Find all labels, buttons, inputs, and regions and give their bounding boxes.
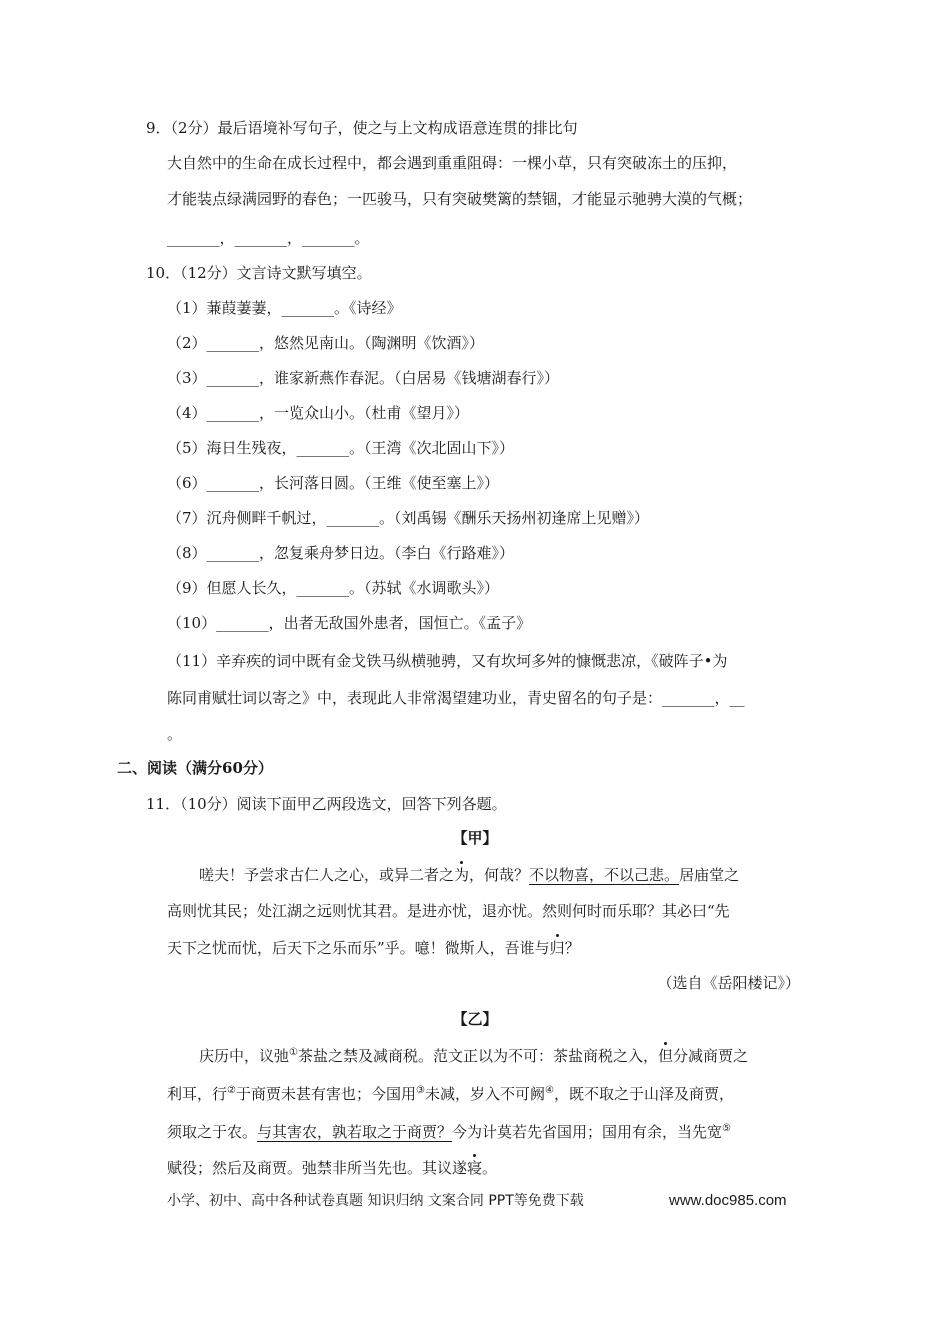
passage-yi-line-3: 须取之于农。与其害农，孰若取之于商贾？今为计莫若先省国用；国用有余，当先宽⑤ bbox=[167, 1123, 732, 1141]
q10-item-11-line-2: 陈同甫赋壮词以寄之》中，表现此人非常渴望建功业，青史留名的句子是：_______，__ bbox=[167, 689, 745, 707]
emphasis-dot-char: 为 bbox=[454, 866, 470, 884]
passage-jia-line-1: 嗟夫！予尝求古仁人之心，或异二者之为，何哉？不以物喜，不以己悲。居庙堂之 bbox=[199, 866, 740, 884]
q10-header: 10．（12分）文言诗文默写填空。 bbox=[146, 264, 372, 282]
q9-line-3: _______，_______，_______。 bbox=[167, 229, 370, 247]
q10-item-9: （9）但愿人长久，_______。（苏轼《水调歌头》） bbox=[167, 579, 500, 597]
q10-item-1: （1）蒹葭萋萋，_______。《诗经》 bbox=[167, 299, 402, 317]
footnote-mark: ④ bbox=[544, 1085, 554, 1096]
passage-yi-title: 【乙】 bbox=[452, 1010, 498, 1028]
footnote-mark: ② bbox=[227, 1085, 236, 1096]
section-title: 二、阅读（满分60分） bbox=[117, 759, 273, 777]
q10-item-2: （2）_______，悠然见南山。（陶渊明《饮酒》） bbox=[167, 334, 485, 352]
q9-line-2: 才能装点绿满园野的春色；一匹骏马，只有突破樊篱的禁锢，才能显示驰骋大漠的气概； bbox=[167, 190, 753, 208]
passage-yi-line-2: 利耳，行②于商贾未甚有害也；今国用③未减，岁入不可阙④，既不取之于山泽及商贾， bbox=[167, 1085, 734, 1103]
q10-item-3: （3）_______，谁家新燕作春泥。（白居易《钱塘湖春行》） bbox=[167, 369, 560, 387]
q10-item-4: （4）_______，一览众山小。（杜甫《望月》） bbox=[167, 404, 470, 422]
passage-jia-line-3: 天下之忧而忧，后天下之乐而乐”乎。噫！微斯人，吾谁与归？ bbox=[167, 939, 580, 957]
q9-header: 9．（2分）最后语境补写句子，使之与上文构成语意连贯的排比句 bbox=[146, 119, 578, 137]
footer-text: 小学、初中、高中各种试卷真题 知识归纳 文案合同 PPT等免费下载 bbox=[167, 1193, 584, 1209]
q10-item-11: （11）辛弃疾的词中既有金戈铁马纵横驰骋，又有坎坷多舛的慷慨悲凉，《破阵子•为 bbox=[167, 652, 728, 670]
q10-item-10: （10）_______，出者无敌国外患者，国恒亡。《孟子》 bbox=[167, 614, 532, 632]
q10-item-5: （5）海日生残夜，_______。（王湾《次北固山下》） bbox=[167, 439, 515, 457]
emphasis-dot-char: 但 bbox=[658, 1047, 674, 1065]
passage-jia-line-2: 高则忧其民；处江湖之远则忧其君。是进亦忧，退亦忧。然则何时而乐耶？其必曰“先 bbox=[167, 902, 730, 920]
q10-item-11-line-3: 。 bbox=[167, 725, 183, 743]
emphasis-dot-char: 归 bbox=[549, 939, 565, 957]
passage-yi-line-4: 赋役；然后及商贾。弛禁非所当先也。其议遂寝。 bbox=[167, 1159, 498, 1177]
footnote-mark: ① bbox=[289, 1047, 298, 1058]
passage-jia-title: 【甲】 bbox=[452, 829, 498, 847]
footnote-mark: ⑤ bbox=[722, 1123, 732, 1134]
q9-line-1: 大自然中的生命在成长过程中，都会遇到重重阻碍：一棵小草，只有突破冻土的压抑， bbox=[167, 154, 738, 172]
underlined-sentence: 与其害农，孰若取之于商贾？ bbox=[257, 1123, 453, 1141]
underlined-sentence: 不以物喜，不以己悲。 bbox=[529, 866, 680, 884]
passage-yi-line-1: 庆历中，议弛①茶盐之禁及减商税。范文正以为不可：茶盐商税之入，但分减商贾之 bbox=[199, 1047, 749, 1065]
q10-item-8: （8）_______，忽复乘舟梦日边。（李白《行路难》） bbox=[167, 544, 515, 562]
q10-item-6: （6）_______，长河落日圆。（王维《使至塞上》） bbox=[167, 474, 500, 492]
q11-header: 11．（10分）阅读下面甲乙两段选文，回答下列各题。 bbox=[146, 795, 507, 813]
passage-jia-source: （选自《岳阳楼记》） bbox=[657, 974, 800, 992]
q10-item-7: （7）沉舟侧畔千帆过，_______。（刘禹锡《酬乐天扬州初逢席上见赠》） bbox=[167, 509, 650, 527]
footer-url-link[interactable]: www.doc985.com bbox=[669, 1192, 787, 1209]
emphasis-dot-char: 寝 bbox=[467, 1159, 483, 1177]
footnote-mark: ③ bbox=[416, 1085, 425, 1096]
